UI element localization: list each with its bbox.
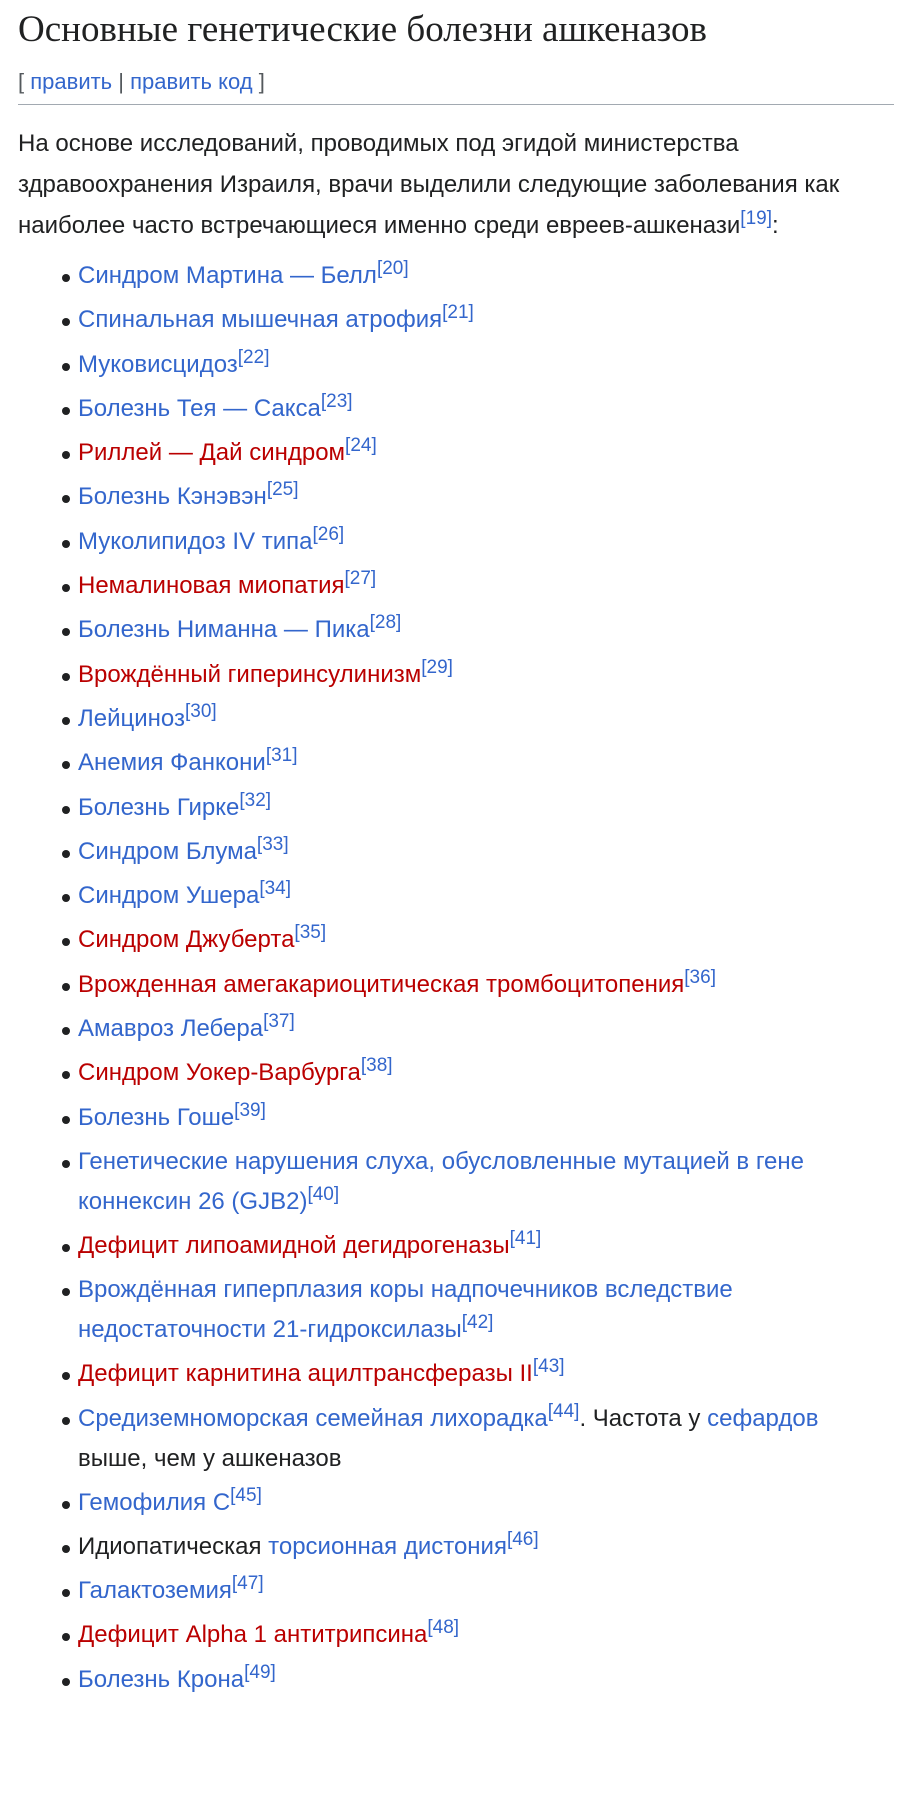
list-item (62, 1527, 894, 1567)
intro-paragraph (18, 123, 894, 246)
disease-list (18, 256, 894, 1700)
disease-link[interactable]: Муколипидоз IV типа (78, 527, 313, 555)
list-item (62, 300, 894, 340)
disease-link[interactable]: Спинальная мышечная атрофия (78, 306, 443, 334)
disease-link[interactable]: Средиземноморская семейная лихорадка (78, 1404, 548, 1432)
list-item (62, 1483, 894, 1523)
reference-link[interactable]: [21] (442, 302, 474, 324)
disease-red-link[interactable]: Дефицит Alpha 1 антитрипсина (78, 1621, 428, 1649)
intro-text: На основе исследований, проводимых под эгидой министерства здравоохранения Израиля, врачи выделили следующие заболевания как наиболее часто встречающиеся именно среди евреев-ашкенази (18, 130, 840, 239)
reference-link[interactable]: [19] (740, 208, 772, 229)
item-note-text: выше, чем у ашкеназов (78, 1444, 342, 1472)
list-item (62, 345, 894, 385)
disease-link[interactable]: Синдром Мартина — Белл (78, 262, 377, 289)
disease-red-link[interactable]: Немалиновая миопатия (78, 572, 345, 600)
list-item (62, 1354, 894, 1394)
reference-link[interactable]: [31] (265, 745, 298, 767)
reference-link[interactable]: [33] (256, 833, 289, 855)
list-item (62, 1226, 894, 1266)
list-item (62, 256, 894, 296)
list-item (62, 477, 894, 517)
reference-link[interactable]: [43] (532, 1356, 565, 1378)
edit-bracket-close: ] (258, 69, 265, 94)
reference-link[interactable]: [26] (312, 523, 345, 545)
list-item (62, 522, 894, 562)
reference-link[interactable]: [24] (345, 435, 377, 457)
intro-suffix: : (772, 212, 779, 239)
edit-separator: | (118, 69, 124, 94)
disease-red-link[interactable]: Синдром Джуберта (78, 926, 295, 954)
reference-link[interactable]: [29] (421, 656, 453, 678)
list-item (62, 566, 894, 606)
list-item (62, 610, 894, 650)
disease-red-link[interactable]: Дефицит карнитина ацилтрансферазы II (78, 1360, 533, 1388)
edit-bracket-open: [ (18, 69, 25, 94)
list-item (62, 1399, 894, 1479)
list-item (62, 1615, 894, 1655)
item-prefix-text: Идиопатическая (78, 1532, 269, 1560)
reference-link[interactable]: [25] (266, 479, 299, 501)
disease-red-link[interactable]: Врождённый гиперинсулинизм (78, 660, 422, 688)
list-item (62, 788, 894, 828)
reference-link[interactable]: [34] (259, 878, 292, 900)
reference-link[interactable]: [42] (461, 1312, 494, 1334)
disease-link[interactable]: Генетические нарушения слуха, обусловленные мутацией в гене коннексин 26 (GJB2) (78, 1147, 804, 1215)
reference-link[interactable]: [47] (231, 1573, 264, 1595)
reference-link[interactable]: [28] (369, 612, 402, 634)
reference-link[interactable]: [45] (230, 1484, 262, 1506)
edit-link[interactable]: править (30, 69, 113, 94)
reference-link[interactable]: [35] (294, 922, 327, 944)
list-item (62, 433, 894, 473)
reference-link[interactable]: [30] (185, 700, 217, 722)
reference-link[interactable]: [32] (239, 789, 272, 811)
reference-link[interactable]: [36] (684, 966, 716, 988)
disease-link[interactable]: Муковисцидоз (78, 350, 238, 378)
reference-link[interactable]: [38] (360, 1055, 393, 1077)
disease-link[interactable]: Болезнь Крона (78, 1665, 245, 1693)
list-item (62, 1660, 894, 1700)
reference-link[interactable]: [48] (427, 1617, 460, 1639)
list-item (62, 1142, 894, 1222)
reference-link[interactable]: [49] (244, 1661, 276, 1683)
disease-link[interactable]: Болезнь Гирке (78, 793, 240, 821)
reference-link[interactable]: [40] (307, 1183, 340, 1205)
disease-link[interactable]: Амавроз Лебера (78, 1015, 264, 1043)
reference-link[interactable]: [23] (320, 390, 353, 412)
list-item (62, 1098, 894, 1138)
disease-link[interactable]: Анемия Фанкони (78, 749, 266, 777)
edit-section-links (18, 68, 894, 105)
disease-link[interactable]: Болезнь Кэнэвэн (78, 483, 267, 511)
reference-link[interactable]: [46] (506, 1528, 539, 1550)
list-item (62, 965, 894, 1005)
list-item (62, 1571, 894, 1611)
reference-link[interactable]: [44] (547, 1400, 580, 1422)
reference-link[interactable]: [20] (376, 258, 409, 279)
disease-link[interactable]: Болезнь Ниманна — Пика (78, 616, 370, 644)
disease-red-link[interactable]: Врожденная амегакариоцитическая тромбоцитопения (78, 970, 685, 998)
reference (740, 208, 772, 229)
disease-link[interactable]: Гемофилия C (78, 1488, 231, 1516)
disease-red-link[interactable]: Риллей — Дай синдром (78, 439, 346, 467)
list-item (62, 920, 894, 960)
list-item (62, 743, 894, 783)
reference-link[interactable]: [37] (263, 1011, 295, 1033)
list-item (62, 832, 894, 872)
reference-link[interactable]: [22] (237, 346, 270, 368)
disease-link[interactable]: Синдром Блума (78, 837, 257, 865)
list-item (62, 1270, 894, 1350)
disease-link[interactable]: торсионная дистония (268, 1532, 507, 1560)
list-item (62, 1053, 894, 1093)
reference-link[interactable]: [27] (344, 568, 377, 590)
reference-link[interactable]: [41] (509, 1227, 542, 1249)
disease-link[interactable]: Лейциноз (78, 704, 185, 732)
disease-link[interactable]: Болезнь Гоше (78, 1103, 235, 1131)
list-item (62, 876, 894, 916)
disease-red-link[interactable]: Дефицит липоамидной дегидрогеназы (78, 1231, 510, 1259)
list-item (62, 655, 894, 695)
disease-link[interactable]: Галактоземия (78, 1577, 232, 1605)
disease-link[interactable]: Синдром Ушера (78, 882, 260, 910)
disease-link[interactable]: Врождённая гиперплазия коры надпочечников вследствие недостаточности 21-гидроксилазы (78, 1276, 733, 1344)
sephardim-link[interactable]: сефардов (707, 1404, 819, 1432)
list-item (62, 389, 894, 429)
disease-link[interactable]: Болезнь Тея — Сакса (78, 394, 321, 422)
edit-code-link[interactable]: править код (130, 69, 253, 94)
list-item (62, 1009, 894, 1049)
reference-link[interactable]: [39] (234, 1099, 266, 1121)
list-item (62, 699, 894, 739)
disease-red-link[interactable]: Синдром Уокер-Варбурга (78, 1059, 361, 1087)
section-heading: Основные генетические болезни ашкеназов (18, 9, 707, 50)
item-note-text: . Частота у (579, 1404, 708, 1432)
